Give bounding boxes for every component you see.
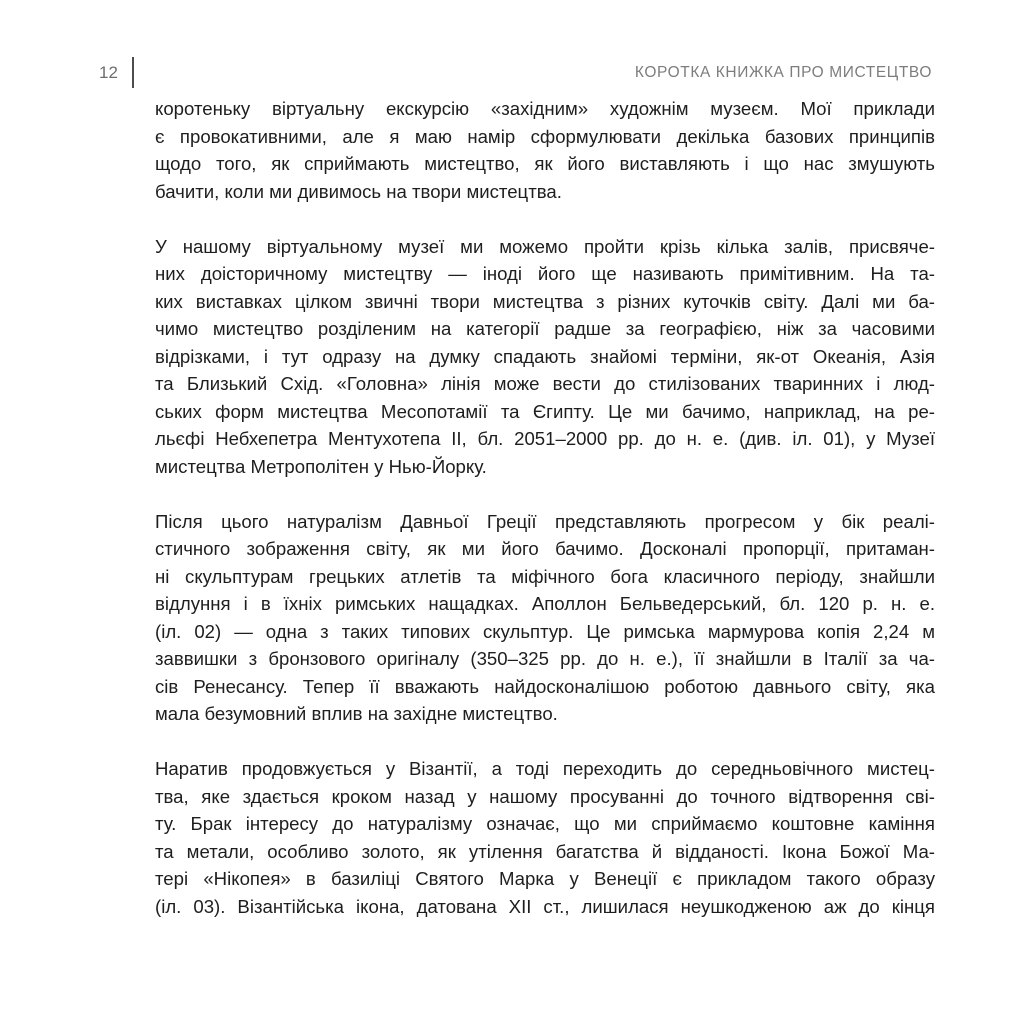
- text-line: (іл. 03). Візантійська ікона, датована XII ст., лишилася неушкодженою аж до кінця: [155, 895, 935, 917]
- text-line: ських форм мистецтва Месопотамії та Єгипту. Це ми бачимо, наприклад, на ре-: [155, 400, 935, 422]
- text-line: бачити, коли ми дивимось на твори мистецтва.: [155, 180, 562, 202]
- text-line: щодо того, як сприймають мистецтво, як його виставляють і що нас змушують: [155, 153, 935, 174]
- page-number: 12: [99, 63, 118, 82]
- text-line: них доісторичному мистецтву — іноді його ще називають примітивним. На та-: [155, 263, 935, 284]
- text-line: чимо мистецтво розділеним на категорії радше за географією, ніж за часовими: [155, 318, 935, 339]
- text-line: відрізками, і тут одразу на думку спадають знайомі терміни, як-от Океанія, Азія: [155, 345, 935, 367]
- text-line: У нашому віртуальному музеї ми можемо пройти крізь кілька залів, присвяче-: [155, 235, 935, 257]
- text-line: ких виставках цілком звичні твори мистецтва з різних куточків світу. Далі ми ба-: [155, 290, 935, 312]
- text-line: сів Ренесансу. Тепер її вважають найдосконалішою роботою давнього світу, яка: [155, 675, 935, 697]
- text-line: льєфі Небхепетра Ментухотепа II, бл. 2051–2000 рр. до н. е. (див. іл. 01), у Музеї: [155, 428, 935, 449]
- text-line: відлуння і в їхніх римських нащадках. Аполлон Бельведерський, бл. 120 р. н. е.: [155, 593, 935, 614]
- running-head-book-title: КОРОТКА КНИЖКА ПРО МИСТЕЦТВО: [634, 64, 932, 81]
- text-line: ту. Брак інтересу до натуралізму означає, що ми сприймаємо коштовне каміння: [155, 813, 935, 834]
- text-line: заввишки з бронзового оригіналу (350–325 рр. до н. е.), її знайшли в Італії за ча-: [155, 648, 935, 669]
- paragraph: [155, 95, 935, 205]
- text-line: тері «Нікопея» в базиліці Святого Марка у Венеції є прикладом такого образу: [155, 868, 935, 889]
- text-line: ні скульптурам грецьких атлетів та міфічного бога класичного періоду, знайшли: [155, 565, 935, 587]
- paragraph: [155, 233, 935, 481]
- text-line: Після цього натуралізм Давньої Греції представляють прогресом у бік реалі-: [155, 510, 935, 532]
- text-line: є провокативними, але я маю намір сформулювати декілька базових принципів: [155, 125, 935, 147]
- paragraph: [155, 755, 935, 920]
- header-divider: [132, 57, 134, 88]
- text-line: та Близький Схід. «Головна» лінія може вести до стилізованих тваринних і люд-: [155, 373, 935, 394]
- text-line: коротеньку віртуальну екскурсію «західним» художнім музеєм. Мої приклади: [155, 98, 935, 119]
- text-line: стичного зображення світу, як ми його бачимо. Досконалі пропорції, притаман-: [155, 538, 935, 559]
- text-line: та метали, особливо золото, як утілення багатства й відданості. Ікона Божої Ма-: [155, 840, 935, 862]
- text-line: Наратив продовжується у Візантії, а тоді переходить до середньовічного мистец-: [155, 758, 935, 779]
- paragraph: [155, 508, 935, 728]
- text-line: (іл. 02) — одна з таких типових скульптур. Це римська мармурова копія 2,24 м: [155, 620, 935, 642]
- page-body: [155, 95, 935, 920]
- text-line: мала безумовний вплив на західне мистецтво.: [155, 703, 558, 724]
- text-line: мистецтва Метрополітен у Нью-Йорку.: [155, 455, 487, 477]
- text-line: тва, яке здається кроком назад у нашому просуванні до точного відтворення сві-: [155, 785, 935, 807]
